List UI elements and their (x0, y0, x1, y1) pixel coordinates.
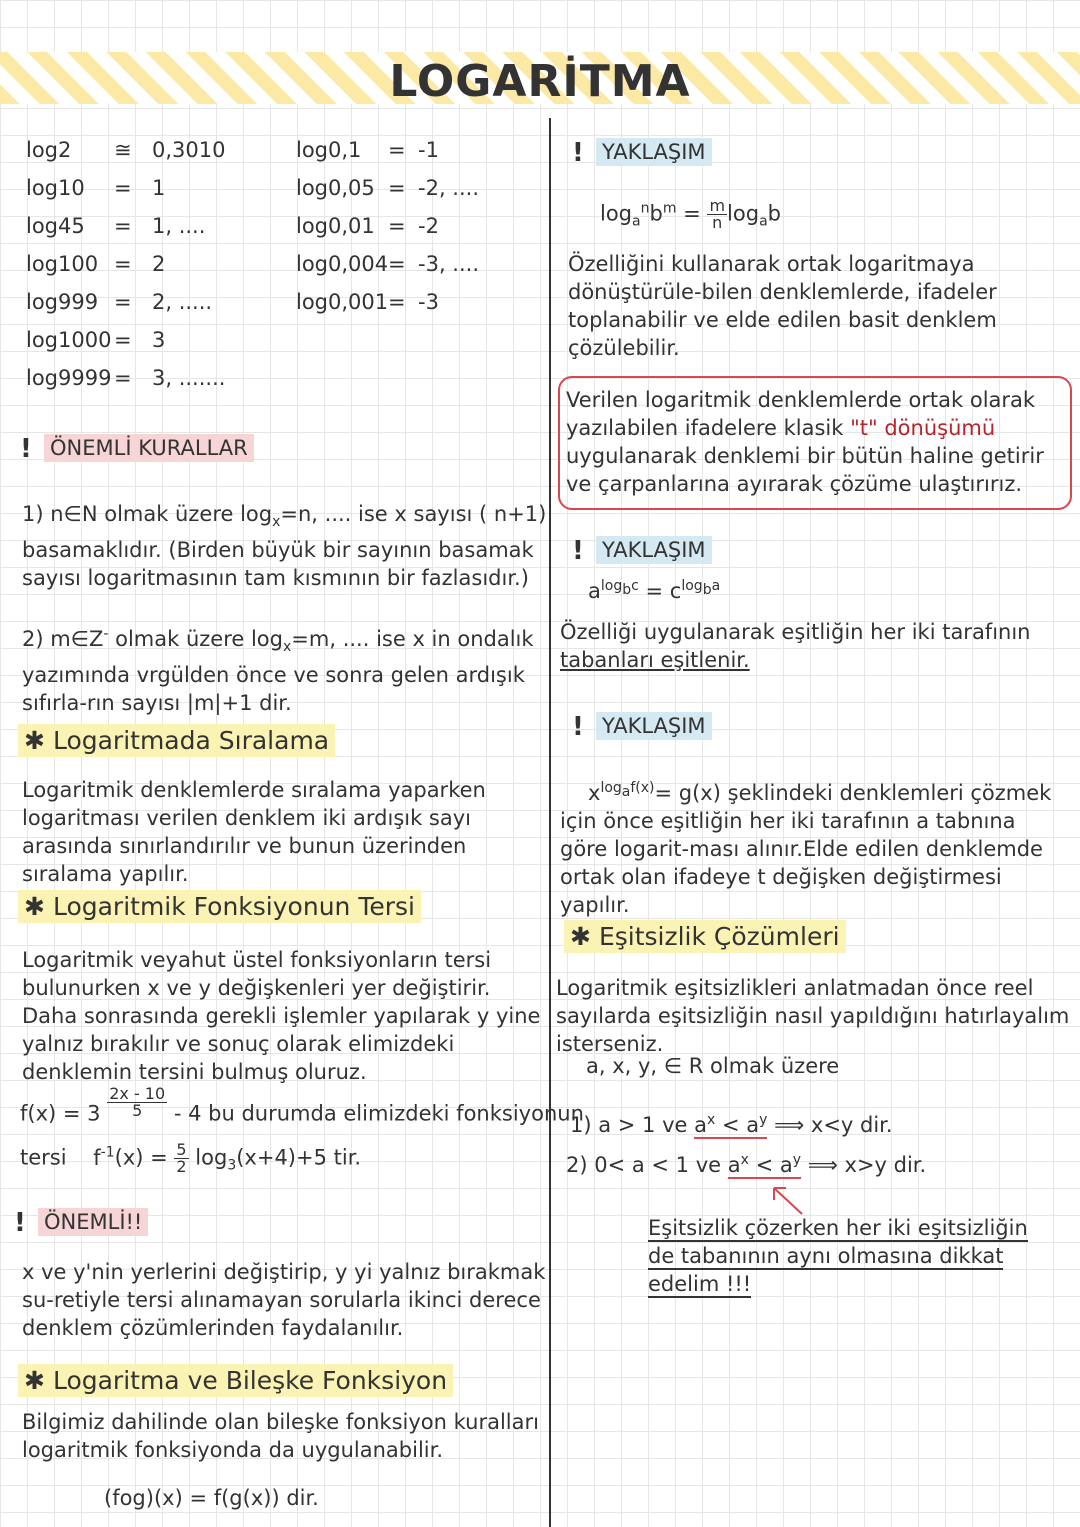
exp-denominator: 5 (132, 1101, 143, 1120)
log-value: 2 (152, 252, 166, 276)
f3-f: f(x) (630, 780, 655, 796)
log-row (296, 214, 439, 238)
star-icon: ✱ (24, 892, 45, 921)
approach-label: YAKLAŞIM (596, 536, 712, 564)
log-row (296, 290, 439, 314)
p3-text: şeklindeki denklemleri çözmek için önce eşitliğin her iki tarafının a tabnına göre logarit-ması alınır.Elde edilen denklemde ortak olan ifadeye t değişken değiştirmesi yapılır. (560, 781, 1052, 917)
function-exponent (107, 1086, 167, 1119)
log-value: -3, .... (418, 252, 479, 276)
function-tail: - 4 bu durumda elimizdeki fonksiyonun (173, 1101, 584, 1126)
log-row (296, 176, 479, 200)
approach-3-text (560, 774, 1065, 919)
f1-m: m (662, 200, 677, 217)
approach-3-heading (572, 712, 712, 742)
log-expr: log2 (26, 138, 72, 162)
approach-label: YAKLAŞIM (596, 138, 712, 166)
rule-2-mid: olmak üzere log (108, 627, 283, 651)
important-rules-heading (20, 434, 254, 464)
log-op: = (114, 176, 132, 200)
approach-2-heading (572, 536, 712, 566)
inequality-condition: a, x, y, ∈ R olmak üzere (586, 1054, 840, 1078)
rule-2-text: =m, .... ise x in ondalık yazımında vrgülden önce ve sonra gelen ardışık sıfırla-rın sayısı |m|+1 dir. (22, 627, 534, 716)
f1-fraction (707, 198, 727, 231)
section-ordering-text: Logaritmik denklemlerde sıralama yaparken logaritması verilen denklem iki ardışık sayı arasında sınırlandırılır ve bunun üzerinden sıralama yapılır. (22, 778, 486, 886)
f3-a: a (621, 783, 631, 800)
inverse-mid: (x) = (114, 1145, 168, 1170)
f2-b: b (622, 581, 632, 598)
inverse-example (20, 1142, 361, 1175)
log-op: = (388, 138, 406, 162)
section-composite-heading (18, 1366, 453, 1395)
rule-1-sub: x (272, 514, 281, 531)
important-label: ÖNEMLİ!! (38, 1208, 148, 1236)
log-expr: log999 (26, 290, 99, 314)
log-row (26, 328, 165, 352)
log-op: = (114, 290, 132, 314)
inverse-log-base: 3 (227, 1157, 237, 1174)
important-heading (14, 1208, 148, 1238)
exclamation-icon: ! (572, 138, 584, 168)
f1-eq: = (683, 201, 701, 226)
log-expr: log100 (26, 252, 99, 276)
ineq1-d: ⟹ x<y dir. (774, 1113, 893, 1137)
ineq1-b: a (694, 1113, 707, 1137)
ineq2-a: 2) 0< a < 1 ve (566, 1153, 722, 1177)
section-inequality-heading (564, 922, 846, 951)
log-expr: log1000 (26, 328, 112, 352)
log-op: = (114, 366, 132, 390)
log-op: = (114, 252, 132, 276)
ineq1-a: 1) a > 1 ve (570, 1113, 688, 1137)
f1-base2: a (759, 213, 768, 230)
exclamation-icon: ! (14, 1208, 26, 1238)
log-expr: log10 (26, 176, 85, 200)
log-value: 1 (152, 176, 166, 200)
p2-text: Özelliği uygulanarak eşitliğin her iki tarafının (560, 620, 1031, 644)
log-expr: log0,001 (296, 290, 389, 314)
approach-2-text (560, 618, 1075, 674)
exclamation-icon: ! (572, 536, 584, 566)
log-op: = (388, 252, 406, 276)
f1-n: n (640, 200, 650, 217)
inequality-note-text: Eşitsizlik çözerken her iki eşitsizliğin de tabanının aynı olmasına dikkat edelim !!! (648, 1216, 1028, 1296)
section-inequality-text: Logaritmik eşitsizlikleri anlatmadan önce reel sayılarda eşitsizliğin nasıl yapıldığını hatırlayalım isterseniz. (556, 976, 1070, 1056)
ineq1-x: x (707, 1112, 716, 1128)
exp-numerator: 2x - 10 (109, 1084, 166, 1103)
ineq2-y: y (792, 1152, 802, 1168)
log-row (26, 138, 225, 162)
f2-a: a (588, 579, 601, 603)
function-example (20, 1084, 584, 1131)
approach-1-heading (572, 138, 712, 168)
star-icon: ✱ (570, 922, 591, 951)
log-op: ≅ (114, 138, 132, 162)
f2-b2: b (702, 581, 712, 598)
section-composite-text: Bilgimiz dahilinde olan bileşke fonksiyon kuralları logaritmik fonksiyonda da uygulanabilir. (22, 1410, 539, 1462)
log-row (296, 252, 479, 276)
inequality-2 (566, 1152, 926, 1177)
inequality-1 (570, 1112, 893, 1137)
rule-1-text: =n, .... ise x sayısı ( n+1) basamaklıdır. (Birden büyük bir sayının basamak sayısı logaritmasının tam kısmının bir fazlasıdır.) (22, 502, 547, 591)
log-row (26, 366, 225, 390)
f2-c2: c (669, 579, 682, 603)
inverse-label: tersi (20, 1145, 67, 1170)
rule-1 (22, 500, 547, 592)
t-transform-note (566, 386, 1071, 498)
ineq1-y: y (759, 1112, 768, 1128)
log-value: 1, .... (152, 214, 206, 238)
log-value: -2, .... (418, 176, 479, 200)
rule-2-sup: - (103, 626, 109, 642)
log-expr: log0,01 (296, 214, 375, 238)
log-op: = (114, 214, 132, 238)
log-value: -1 (418, 138, 439, 162)
f1-b2: b (767, 201, 781, 226)
f2-a2: a (711, 578, 721, 594)
f1-base: a (632, 213, 641, 230)
ineq2-d: ⟹ x>y dir. (807, 1153, 927, 1177)
approach-1-text: Özelliğini kullanarak ortak logaritmaya dönüştürüle-bilen denklemlerde, ifadeler toplanabilir ve elde edilen basit denklem çözülebilir. (568, 252, 997, 360)
inequality-note (648, 1214, 1028, 1298)
approach-label: YAKLAŞIM (596, 712, 712, 740)
rule-2 (22, 620, 547, 717)
inverse-log: log (195, 1145, 228, 1170)
log-value: -3 (418, 290, 439, 314)
important-rules-label: ÖNEMLİ KURALLAR (44, 434, 254, 462)
log-expr: log0,004 (296, 252, 389, 276)
inv-num: 5 (176, 1140, 187, 1159)
section-inverse-text: Logaritmik veyahut üstel fonksiyonların tersi bulunurken x ve y değişkenleri yer değiştirir. Daha sonrasında gerekli işlemler yapılarak y yine yalnız bırakılır ve sonuç olarak elimizdeki denklemin tersini bulmuş oluruz. (22, 948, 541, 1084)
log-value: 2, ..... (152, 290, 213, 314)
arrow-icon (766, 1184, 806, 1218)
note-text-2: uygulanarak denklemi bir bütün haline getirir ve çarpanlarına ayırarak çözüme ulaştırırız. (566, 444, 1044, 496)
page-title: LOGARİTMA (389, 56, 691, 107)
rule-2-sub: x (283, 639, 292, 656)
log-op: = (114, 328, 132, 352)
ineq2-c: < a (748, 1153, 793, 1177)
f1-num: m (709, 196, 726, 215)
rule-2-start: 2) m∈Z (22, 627, 104, 651)
f1-b: b (649, 201, 663, 226)
exclamation-icon: ! (20, 434, 32, 464)
note-red: "t" dönüşümü (850, 416, 996, 440)
log-op: = (388, 290, 406, 314)
composite-formula: (fog)(x) = f(g(x)) dir. (104, 1486, 319, 1510)
ineq1-c: < a (715, 1113, 760, 1137)
section-inequality-title: Eşitsizlik Çözümleri (598, 922, 840, 951)
f3-log: log (600, 780, 622, 796)
exclamation-icon: ! (572, 712, 584, 742)
log-op: = (388, 214, 406, 238)
log-value: -2 (418, 214, 439, 238)
p2-underlined: tabanları eşitlenir. (560, 648, 750, 672)
log-row (26, 176, 165, 200)
inv-den: 2 (176, 1157, 187, 1176)
f3-rest: = g(x) (654, 781, 721, 805)
inverse-rest: (x+4)+5 tir. (236, 1145, 362, 1170)
f2-eq: = (645, 579, 664, 603)
section-inverse-title: Logaritmik Fonksiyonun Tersi (52, 892, 415, 921)
log-row (296, 138, 439, 162)
section-ordering-heading (18, 726, 335, 755)
note-text-1: Verilen logaritmik denklemlerde ortak olarak yazılabilen ifadelere klasik (566, 388, 1036, 440)
section-ordering-title: Logaritmada Sıralama (52, 726, 330, 755)
log-value: 3 (152, 328, 166, 352)
rule-1-start: 1) n∈N olmak üzere log (22, 502, 273, 526)
inverse-sup: -1 (100, 1144, 115, 1161)
section-inverse-heading (18, 892, 421, 921)
log-expr: log45 (26, 214, 85, 238)
f1-log2: log (727, 201, 760, 226)
log-row (26, 290, 212, 314)
log-value: 0,3010 (152, 138, 226, 162)
log-expr: log0,05 (296, 176, 375, 200)
ineq2-b: a (727, 1153, 741, 1177)
star-icon: ✱ (24, 726, 45, 755)
function-expr: f(x) = 3 (20, 1101, 101, 1126)
ineq2-x: x (740, 1152, 749, 1168)
section-composite-title: Logaritma ve Bileşke Fonksiyon (52, 1366, 448, 1395)
log-expr: log9999 (26, 366, 112, 390)
inverse-fraction (174, 1142, 188, 1175)
log-row (26, 214, 205, 238)
inverse-f: f (93, 1145, 101, 1170)
log-value: 3, ....... (152, 366, 226, 390)
approach-1-formula (600, 198, 781, 231)
f1-den: n (712, 213, 723, 232)
f1-log: log (600, 201, 633, 226)
f2-log: log (600, 578, 623, 594)
important-text: x ve y'nin yerlerini değiştirip, y yi yalnız bırakmak su-retiyle tersi alınamayan sorularla ikinci derece denklem çözümlerinden faydalanılır. (22, 1260, 546, 1340)
log-row (26, 252, 165, 276)
f2-log2: log (681, 578, 703, 594)
f2-c: c (631, 578, 639, 594)
f3-x: x (588, 781, 601, 805)
log-op: = (388, 176, 406, 200)
log-expr: log0,1 (296, 138, 362, 162)
star-icon: ✱ (24, 1366, 45, 1395)
approach-2-formula (588, 578, 720, 603)
